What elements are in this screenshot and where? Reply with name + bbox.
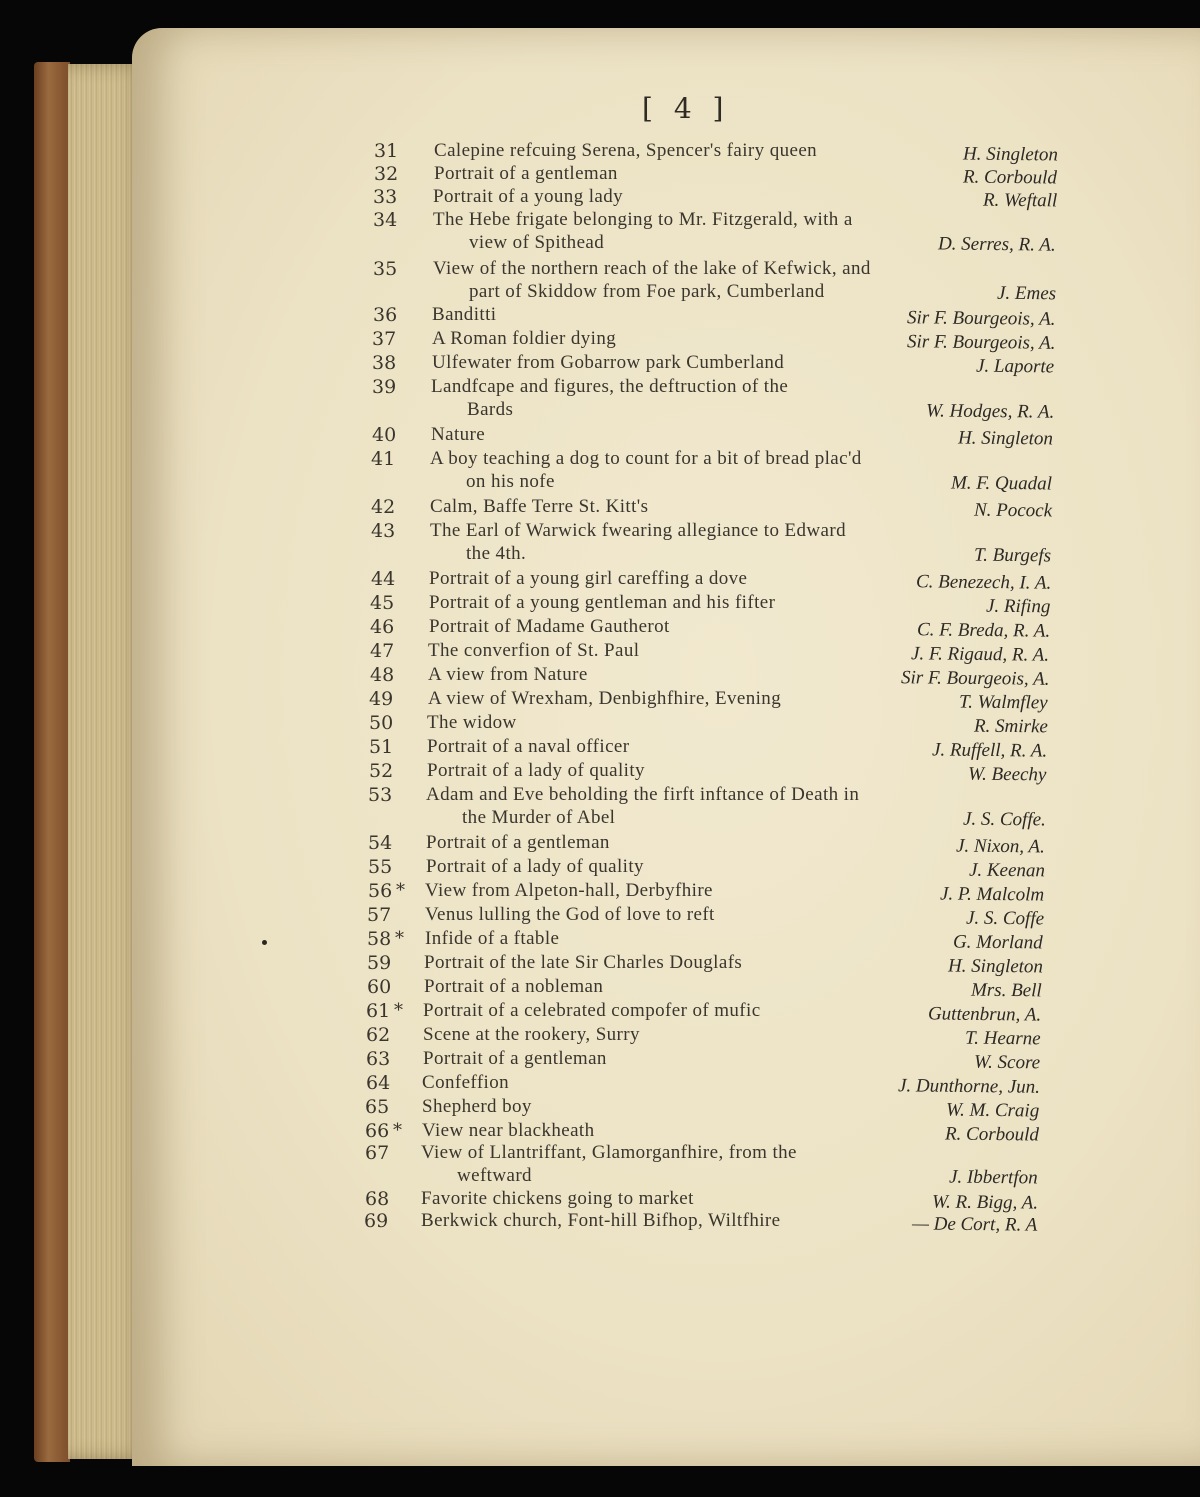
page-number: [ 4 ] [642,92,730,125]
entry-number: 60 [367,976,392,998]
entry-title-line: Portrait of a gentleman [423,1048,607,1069]
entry-number: 58 [367,928,392,950]
entry-title-line: Portrait of a gentleman [426,832,610,853]
entry-star-mark: * [396,880,405,901]
entry-artist: G. Morland [953,931,1044,954]
entry-number: 38 [372,352,397,374]
entry-number: 65 [365,1096,390,1118]
entry-title-line: Portrait of a gentleman [434,163,618,184]
entry-star-mark: * [393,1120,402,1141]
entry-artist: J. P. Malcolm [939,883,1045,906]
entry-title-line: A Roman foldier dying [432,328,617,349]
entry-title-line: View from Alpeton-hall, Derbyfhire [425,880,713,901]
entry-number: 69 [364,1210,389,1232]
entry-title-line: Favorite chickens going to market [421,1188,694,1209]
entry-artist: J. S. Coffe [965,907,1045,930]
entry-number: 52 [369,760,394,782]
entry-artist: W. Score [973,1051,1041,1074]
entry-title-line: The Hebe frigate belonging to Mr. Fitzgerald, with a [433,209,853,230]
entry-title-line: Portrait of the late Sir Charles Douglafs [424,952,743,973]
entry-artist: C. Benezech, I. A. [915,571,1052,594]
entry-number: 51 [369,736,394,758]
entry-artist: Guttenbrun, A. [927,1003,1042,1026]
entry-title-line: Landfcape and figures, the deftruction of the [431,376,789,397]
entry-title-line: Portrait of a naval officer [427,736,630,757]
entry-title-line: Adam and Eve beholding the firft inftance of Death in [426,784,860,805]
entry-title-line: Bards [467,399,514,420]
entry-artist: R. Corbould [944,1123,1040,1146]
entry-number: 37 [372,328,397,350]
entry-title-line: Portrait of a nobleman [424,976,604,997]
entry-artist: C. F. Breda, R. A. [916,619,1051,642]
entry-number: 32 [374,163,399,185]
entry-artist: — De Cort, R. A [911,1213,1038,1236]
entry-title-line: View near blackheath [422,1120,595,1141]
entry-number: 68 [365,1188,390,1210]
entry-artist: J. Dunthorne, Jun. [897,1075,1041,1098]
entry-title-line: Portrait of a celebrated compofer of mufic [423,1000,761,1021]
entry-star-mark: * [394,1000,403,1021]
entry-title-line: Ulfewater from Gobarrow park Cumberland [432,352,785,373]
entry-title-line: Confeffion [422,1072,510,1093]
entry-number: 42 [371,496,396,518]
entry-title-line: Venus lulling the God of love to reft [425,904,715,925]
entry-number: 33 [373,186,398,208]
entry-title-line: The converfion of St. Paul [428,640,640,661]
entry-title-line: View of Llantriffant, Glamorganfhire, from the [421,1142,797,1163]
entry-number: 55 [368,856,393,878]
entry-artist: T. Burgefs [973,544,1052,567]
entry-artist: N. Pocock [973,499,1053,522]
entry-number: 48 [370,664,395,686]
entry-number: 54 [368,832,393,854]
entry-title-line: Shepherd boy [422,1096,532,1117]
entry-number: 44 [371,568,396,590]
entry-number: 62 [366,1024,391,1046]
entry-title-line: the Murder of Abel [462,807,616,828]
entry-artist: R. Corbould [962,166,1058,189]
entry-artist: W. R. Bigg, A. [931,1191,1039,1214]
entry-artist: J. S. Coffe. [963,808,1047,831]
entry-artist: J. Emes [996,282,1057,305]
entry-artist: W. M. Craig [945,1099,1040,1122]
entry-number: 66 [365,1120,390,1142]
entry-number: 47 [370,640,395,662]
entry-artist: J. Keenan [968,859,1046,882]
entry-title-line: Calm, Baffe Terre St. Kitt's [430,496,649,517]
entry-number: 41 [371,448,396,470]
entry-number: 31 [374,140,399,162]
entry-title-line: Portrait of a young gentleman and his fifter [429,592,776,613]
entry-title-line: Nature [431,424,486,445]
entry-artist: R. Weftall [982,189,1058,212]
entry-number: 50 [369,712,394,734]
entry-title-line: Portrait of a young girl careffing a dove [429,568,748,589]
entry-title-line: Infide of a ftable [425,928,560,949]
entry-artist: T. Walmfley [959,691,1049,714]
entry-title-line: part of Skiddow from Foe park, Cumberland [469,281,825,302]
entry-number: 36 [373,304,398,326]
entry-title-line: The Earl of Warwick fwearing allegiance to Edward [430,520,847,541]
entry-artist: J. Laporte [975,355,1055,378]
entry-number: 46 [370,616,395,638]
entry-number: 39 [372,376,397,398]
entry-artist: Sir F. Bourgeois, A. [906,331,1056,354]
entry-number: 57 [367,904,392,926]
entry-artist: T. Hearne [965,1027,1042,1050]
entry-artist: J. Rifing [985,595,1051,618]
entry-number: 59 [367,952,392,974]
entry-artist: W. Hodges, R. A. [925,400,1055,423]
entry-title-line: weftward [457,1165,532,1186]
entry-title-line: A boy teaching a dog to count for a bit of bread plac'd [430,448,862,469]
entry-artist: Sir F. Bourgeois, A. [900,667,1050,690]
entry-artist: J. F. Rigaud, R. A. [910,643,1050,666]
entry-number: 35 [373,258,398,280]
entry-artist: H. Singleton [957,427,1054,450]
entry-number: 56 [368,880,393,902]
entry-title-line: the 4th. [466,543,527,564]
entry-title-line: view of Spithead [469,232,605,253]
entry-title-line: The widow [427,712,517,733]
entry-title-line: Scene at the rookery, Surry [423,1024,640,1045]
entry-title-line: View of the northern reach of the lake of Kefwick, and [433,258,871,279]
entry-title-line: Portrait of a lady of quality [427,760,645,781]
entry-artist: H. Singleton [962,143,1059,166]
entry-number: 67 [365,1142,390,1164]
entry-title-line: Portrait of Madame Gautherot [429,616,670,637]
entry-number: 43 [371,520,396,542]
entry-artist: J. Ruffell, R. A. [931,739,1048,762]
entry-artist: J. Ibbertfon [949,1166,1039,1189]
entry-title-line: Portrait of a young lady [433,186,624,207]
entry-number: 49 [369,688,394,710]
entry-title-line: on his nofe [466,471,555,492]
entry-number: 64 [366,1072,391,1094]
entry-title-line: Berkwick church, Font-hill Bifhop, Wiltfhire [421,1210,781,1231]
entry-artist: Sir F. Bourgeois, A. [906,307,1056,330]
entry-number: 53 [368,784,393,806]
entry-number: 40 [372,424,397,446]
entry-artist: J. Nixon, A. [956,835,1046,858]
entry-artist: W. Beechy [967,763,1047,786]
entry-artist: R. Smirke [974,715,1049,738]
entry-number: 63 [366,1048,391,1070]
entry-artist: M. F. Quadal [950,472,1053,495]
entry-title-line: Portrait of a lady of quality [426,856,644,877]
entry-number: 34 [373,209,398,231]
entry-star-mark: * [395,928,404,949]
entry-artist: Mrs. Bell [971,979,1043,1002]
entry-title-line: Banditti [432,304,497,325]
entry-artist: H. Singleton [947,955,1044,978]
entry-title-line: A view of Wrexham, Denbighfhire, Evening [428,688,782,709]
entry-artist: D. Serres, R. A. [938,233,1057,256]
entry-title-line: A view from Nature [428,664,588,685]
entry-number: 45 [370,592,395,614]
entry-title-line: Calepine refcuing Serena, Spencer's fairy queen [434,140,818,161]
entry-number: 61 [366,1000,391,1022]
